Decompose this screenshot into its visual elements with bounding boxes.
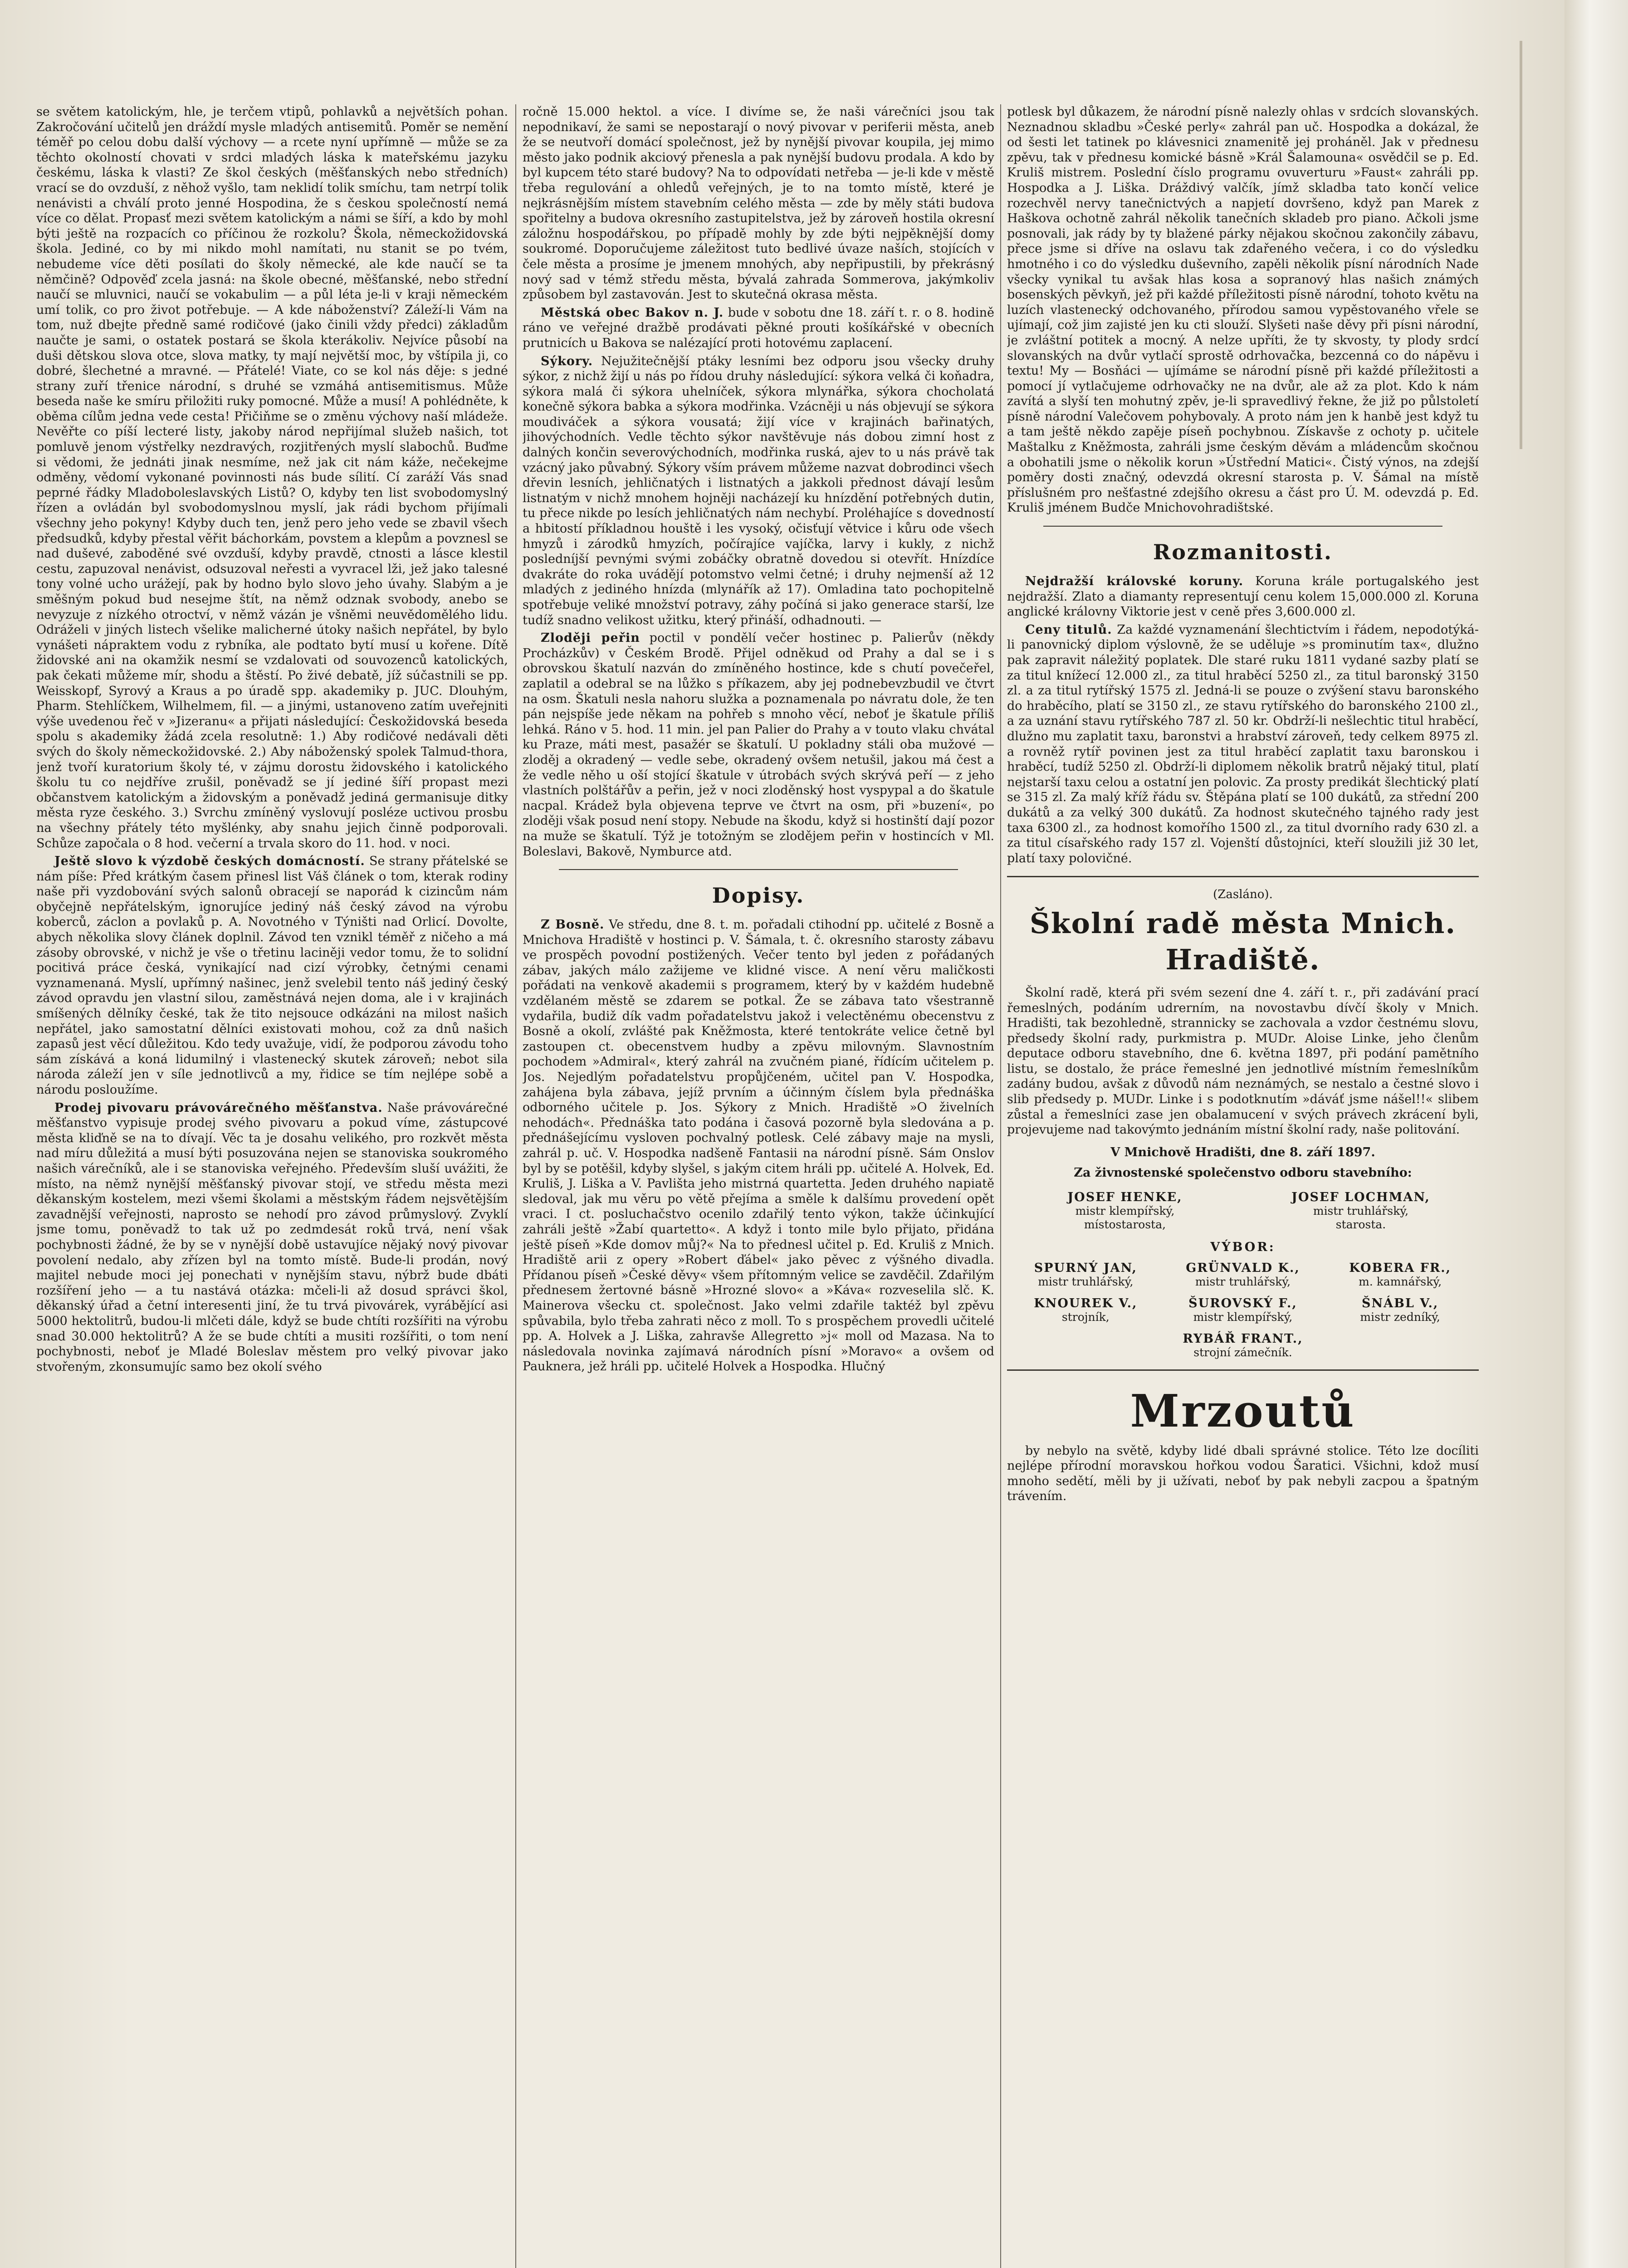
article-text: Koruna krále portugalského jest nejdražší. Zlato a diamanty representují cenu kolem 15,000.000 zl. Koruna anglické královny Viktorie jest v ceně přes 3,600.000 zl. [1007,574,1479,619]
signer [1170,1332,1315,1359]
article-lead: Z Bosně. [541,918,605,932]
page-margin-strip [1564,0,1628,2268]
article-text: Nejužitečnější ptáky lesními bez odporu jsou všecky druhy sýkor, z nichž žijí u nás po řídou druhy následující: sýkora velká či koňadra, sýkora malá či sýkora uhelníček, sýkora mlynářka, sýkora chocholatá konečně sýkora babka a sýkora modřinka. Vzácněji u nás objevují se sýkora moudiváček a sýkora vousatá; žijí více v krajinách bařinatých, jihovýchodních. Vedle těchto sýkor navštěvuje nás dobou zimní host z dalných končin severovýchodních, modřinka ruská, ajev to u nás právě tak vzácný jako půvabný. Sýkory vším právem můžeme nazvat dobrodinci všech dřevin lesních, jehličnatých i listnatých a jakkoli přednost dávají lesům listnatým v nichž mnohem hojněji nacházejí ku hnízdění potřebných dutin, tu přece nikde po lesích jehličnatých nám nechybí. Proléhajíce s dovedností a hbitostí příkladnou houště i les vysoký, očisťují větvice i kůru ode všech hmyzů i zárodků hmyzích, počírajíce vajíčka, larvy i kukly, z nichž posledníjší pevnými svými zobáčky obratně dovedou si otevřít. Hnízdíce dvakráte do roka uvádějí potomstvo velmi četné; i druhy nejmenší až 12 mladých z jediného hnízda (mlynářík až 17). Omladina tato pochopitelně spotřebuje veliké množství potravy, záhy počíná si jako generace starší, lze tudíž snadno velikost užitku, který přináší, odhadnouti. — [523,354,994,627]
signer-name: KNOUREK V., [1034,1296,1138,1310]
signer [1328,1261,1473,1289]
signer-role: strojník, [1061,1310,1110,1324]
column-1 [36,104,508,2268]
notice-text: Školní radě, která při svém sezení dne 4. září t. r., při zadávání prací řemeslných, podáním udrerním, na novostavbu dívčí školy v Mnich. Hradišti, tak bezohledně, strannicky se zachovala a vzdor čestnému slovu, předsedy školní rady, purkmistra p. MUDr. Aloise Linke, jeho členům deputace odboru stavebního, dne 6. května 1897, při podání pamětního listu, se dostalo, že práce řemeslné jen jednotlivé místním řemeslníkům zadány budou, avšak z důvodů nám neznámých, se nestalo a čestné slovo i slib předsedy p. MUDr. Linke i s podotknutím »dáváť jsme nášel!!« slibem zůstal a řemeslníci zase jen obalamucení v svých právech zkrácení byli, projevujeme nad takovýmto jednáním místní školní rady, naše politování. [1007,985,1479,1137]
article-paragraph [1007,622,1479,866]
signer-name: ŠNÁBL V., [1361,1296,1439,1310]
notice-signoff: Za živnostenské společenstvo odboru stavebního: [1074,1166,1412,1180]
signer [1170,1297,1315,1324]
article-paragraph [523,917,994,1374]
column-rule [1000,104,1001,2268]
article-paragraph [523,354,994,628]
notice-date-text: dne 8. září 1897. [1260,1145,1375,1159]
signer-role: strojní zámečník. [1193,1345,1292,1359]
article-text: Se strany přátelské se nám píše: Před krátkým časem přinesl list Váš článek o tom, kterak rodiny naše při vyzdobování svých salonů obracejí se naporád k cizincům nám obyčejně nepřátelským, ignorujíce jediný náš český závod na výrobu koberců, záclon a povlaků p. A. Novotného v Týništi nad Orlicí. Dovolte, abych několika slovy článek doplnil. Závod ten vznikl téměř z ničeho a má zásoby obrovské, v nichž je vše o třetinu laciněji vedor tomu, že to solidní pocitivá práce česká, vynikající nad cizí výrobky, četnými cenami vyznamenaná. Myslí, upřímný našinec, jenž svelebil tento náš jediný český závod opravdu jen vlastní silou, zaměstnává nejen doma, ale i v krajinách smíšených dělníky české, tak že tito nejsouce odkázáni na milost našich nepřátel, jako samostatní dělníci existovati mohou, což za dnů našich zapasů jest věcí důležitou. Kdo tedy uvažuje, vidí, že podporou závodu toho sám získává a koná lidumilný i vlastenecký skutek zároveň; nebot sila národa záleží jen v síle jednotlivců a my, řidice se tím nejlépe sobě a národu posloužíme. [36,854,508,1097]
section-heading-rozmanitosti: Rozmanitosti. [1153,540,1333,565]
article-lead: Ještě slovo k výzdobě českých domácností. [54,854,365,869]
article-text: Ve středu, dne 8. t. m. pořadali ctihodní pp. učitelé z Bosně a Mnichova Hradiště v hostinci p. V. Šámala, t. č. okresního starosty zábavu ve prospěch povodní postižených. Večer tento byl jeden z pořádaných zábav, jakých málo zažijeme ve klidné visce. A není věru maličkosti pořádati na venkově akademii s programem, který by v každém hudebně vzdělaném městě se zdarem se potkal. Že se zábava tato všestranně vydařila, budiž dík vadm pořadatelstvu jakož i velectěnému obecenstvu z Bosně a okolí, zvlášté pak Kněžmosta, které tentokráte velice četně byl zastoupen ct. obecenstvem hudby a zpěvu milovným. Slavnostním pochodem »Admiral«, který zahrál na zvučném piané, řídícím učitelem p. Jos. Nejedlým pořadatelstvu propůjčeném, učitel pan V. Hospodka, zahájena byla zábava, jejíž prvním a účinným číslem byla přednáška odborného učitele p. Jos. Sýkory z Mnich. Hradiště »O živelních nehodách«. Přednáška tato podána i časová pozorně byla sledována a p. přednášejícímu vysloven pochvalný potlesk. Celé zábavy maje na mysli, zahrál p. uč. V. Hospodka nadšeně Fantasii na národní písně. Sám Onslov byl by se potěšil, kdyby slyšel, s jakým citem hráli pp. učitelé A. Holvek, Ed. Kruliš, J. Liška a V. Pavlišta jeho mistrná quartetta. Jeden druhého napiatě sledoval, jak mu věru po větě přejíma a směle k dalšímu provedení opět vraci. I ct. posluchačstvo ocenilo zdařilý tento výkon, takže účinkující zahráli ještě »Žabí quartetto«. A když i tonto mile bylo přijato, přidána ještě píseň »Kde domov můj?« Na to přednesl učitel p. Ed. Kruliš z Mnich. Hradiště arii z opery »Robert ďábel« jako pěvec z výšného divadla. Přídanou píseň »České děvy« všem přítomným velice se zavděčil. Zdařilým přednesem žertovné básně »Hrozné slovo« a »Káva« rozveselila slč. K. Mainerova všecku ct. společnost. Jako velmi zdařile taktéž byl zpěvu spůvabila, bylo třeba zahrati něco z moll. To s prospěchem provedli učitelé pp. A. Holvek a J. Liška, zahravše Allegretto »j« moll od Mazasa. Na to následovala novinka zajímavá národních písní »Moravo« a ovšem od Pauknera, jež hráli pp. učitelé Holvek a Hospodka. Hlučný [523,918,994,1374]
article-text: se světem katolickým, hle, je terčem vtipů, pohlavků a největších pohan. Zakročování učitelů jen dráždí mysle mladých antisemitů. Poměr se nemění téměř po celou dobu další výchovy — a rcete nyní upřímně — může se za těchto okolností chovati v srdci mladých láska k mateřskému jazyku českému, láska k vlasti? Ze škol českých (měšťanských nebo středních) vrací se do ovzduší, z něhož vyšlo, tam neklidí tolik smíchu, tam netrpí tolik nenávisti a chválí proto jenné Hospodina, že s českou společností nemá více co dělat. Propasť mezi světem katolickým a námi se šíří, a kdo by mohl býti ještě na rozpacích co příčinou že rozkolu? Škola, německožidovská škola. Jediné, co by mi nikdo mohl namítati, nu stanit se po tvém, nebudeme více děti posílati do školy německé, ale kde naučí se ta němčině? Odpověď zcela jasná: na škole obecné, měšťanské, nebo střední naučí se mluvnici, naučí se vokabulim — a půl léta je-li v kraji německém umí tolik, co pro život potřebuje. — A kde náboženství? Záleží-li Vám na tom, nuž dbejte předně samé rodičové (jako činili vždy předci) základům naučte je sami, o ostatek postará se škola kterákoliv. Nejvíce působí na duši dětskou slova otce, slova matky, ty mají největší moc, by vštípila ji, co dobré, šlechetné a mravné. — Přátelé! Viate, co se kol nás děje: s jedné strany zuří třenice národní, s druhé se vzmáhá antisemitismus. Může beseda naše ke smíru přiložiti ruky pomocné. Může a musí! A pohlédněte, k oběma cílům jedna vede cesta! Přičiňme se o změnu výchovy naší mládeže. Nevěřte co píší lecteré listy, jakoby národ nepřijímal služeb našich, tot pomluvě jenom výstřelky nezdravých, rozjitřených myslí slabochů. Buďme si vědomi, že jednáti jinak nesmíme, než jak cit nám káže, nečekejme odměny, vědomí vykonané povinnosti nás bude sílití. Cí zaráží Vás snad peprné řádky Mladoboleslavských Listů? O, kdyby ten list svobodomyslný řízen a ovládán byl svobodomyslnou myslí, jak rádi bychom přijímali všechny jeho pokyny! Kdyby duch ten, jenž pero jeho vede se zbavil všech předsudků, kdyby přestal věřit báchorkám, povstem a klepům a povznesl se nad duševé, zaboděné své ovzduší, kdyby pravdě, ctnosti a lásce klestil cestu, zapuzoval nenávist, odsuzoval neřesti a vyvracel lži, jež jako talesné tony volné ucho urážejí, pak by hodno bylo slovo jeho úvahy. Slabým a je směšným pokud bud nesejme štít, na němž odznak svobody, anebo se nevyzuje z nízkého otroctví, v němž vázán je všněmi neuvědomělého lidu. Odráželi v jiných listech všelike malicherné útoky našich nepřátel, by bylo vynášeti nápraktem vodu z rybníka, ale podtato bytí musí u kořene. Dítě židovské ani na okamžik nesmí se vzdalovati od souvozenců katolických, pak čekati můžeme mír, shodu a štěstí. Po živé debatě, jíž súčastnili se pp. Weisskopf, Syrový a Kraus a po úradě spp. akademiky p. JUC. Dlouhým, Pharm. Stehlíčkem, Wilhelmem, fil. — a jinými, ustanoveno zatím uveřejniti výše uvedenou řeč v »Jizeranu« a přijati následující: Českožidovská beseda spolu s akademiky žádá zcela resolutně: 1.) Aby rodičové nedávali děti svých do školy německožidovské. 2.) Aby náboženský spolek Talmud-thora, jenž tvoří kuratorium školy té, v zájmu dorostu židovského i katolického školu tu co nejdříve zrušil, poněvadž se jí jediné šíří propast mezi občanstvem katolickým a židovským a poněvadž jediná germanisuje ditky města ryze českého. 3.) Svrchu zmíněný vyslovují posléze uctivou prosbu na všechny přátely této myšlénky, aby snahu jejich činně podporovali. Schůze započala o 8 hod. večerní a trvala skoro do 11. hod. v noci. [36,105,508,850]
committee-label: VÝBOR: [1210,1240,1276,1255]
article-text: Za každé vyznamenání šlechtictvím i řádem, nepodotýká-li panovnický diplom výslovně, že se uděluje »s prominutím tax«, dlužno pak zapravit náležitý poplatek. Dle staré ruku 1811 vydané sazby platí se za titul knížecí 12.000 zl., za titul hraběcí 5250 zl., za titul baronský 3150 zl. a za titul rytířský 1575 zl. Jedná-li se pouze o zvýšení stavu baronského do hraběcího, platí se 3150 zl., ze stavu rytířského do baronského 2100 zl., a za uznání stavu rytířského 787 zl. 50 kr. Obdrží-li nešlechtic titul hraběcí, dlužno mu zaplatit taxu, baronstvi a hrabství zároveň, tedy celkem 8975 zl. a rovněž rytíř povinen jest za titul hraběcí zaplatit taxu baronskou i hraběcí, tudíž 5250 zl. Obdrží-li diplomem několik bratrů nějaký titul, platí nejstarší taxu celou a ostatní jen polovic. Za prosty predikát šlechtický platí se 315 zl. Za malý kříž řádu sv. Štěpána platí se 100 dukátů, za střední 200 dukátů a za velký 300 dukátů. Za hodnost skutečného tajného rady jest taxa 6300 zl., za hodnost komořího 1500 zl., za titul dvorního rady 630 zl. a za titul císařského rady 157 zl. Vojenští důstojníci, kteří sloužili již 30 let, platí taxy polovičné. [1007,622,1479,865]
signer-name: KOBERA FR., [1349,1261,1452,1275]
notice-date [1007,1145,1479,1160]
column-rule [515,104,516,2268]
article-lead: Ceny titulů. [1025,622,1112,637]
article-paragraph [523,305,994,351]
signer-name: GRÜNVALD K., [1186,1261,1300,1275]
signer-name: SPURNÝ JAN, [1034,1261,1137,1275]
article-text: bude v sobotu dne 18. září t. r. o 8. hodině ráno ve veřejné dražbě prodávati pěkné prouti košíkářské v obecních prutnicích u Bakova se nalézající proti hotovému zaplacení. [523,305,994,350]
section-heading-dopisy: Dopisy. [712,883,805,908]
signer-name: JOSEF LOCHMAN, [1291,1190,1430,1205]
advert-text: by nebylo na světě, kdyby lidé dbali správné stolice. Této lze docíliti nejlépe přírodní moravskou hořkou vodou Šaratici. Všichni, kdož musí mnoho sedětí, měli by ji užívati, neboť by pak nebyli zacpou a špatným trávením. [1007,1443,1479,1504]
signer [1170,1261,1315,1289]
signer-role: mistr truhlářský, [1038,1275,1134,1288]
signer [1013,1297,1158,1324]
signers-top [1007,1191,1479,1232]
signer-role: mistr klempířský, [1193,1310,1293,1324]
article-paragraph [523,631,994,859]
article-paragraph [36,1100,508,1375]
article-paragraph [1007,574,1479,620]
signer-role: mistr zedníký, [1360,1310,1440,1324]
signer-role: mistr truhlářský, [1195,1275,1291,1288]
column-3 [1007,104,1479,2268]
signer [1052,1191,1198,1232]
column-2 [523,104,994,2268]
notice-heading: Školní radě města Mnich. Hradiště. [1029,906,1457,976]
section-divider [1043,526,1442,527]
signer-role: starosta. [1335,1218,1386,1232]
notice-place: V Mnichově Hradišti, [1110,1145,1256,1159]
advert-heading: Mrzoutů [1130,1385,1356,1437]
article-lead: Nejdražší královské koruny. [1025,574,1244,589]
signer-name: JOSEF HENKE, [1067,1190,1183,1205]
section-divider [559,869,958,870]
signer-role: m. kamnářský, [1359,1275,1442,1288]
signer [1288,1191,1433,1232]
zaslano-tag: (Zasláno). [1213,888,1273,902]
signers-row [1007,1332,1479,1359]
signer-name: RYBÁŘ FRANT., [1183,1331,1303,1346]
article-paragraph [36,854,508,1098]
signer-role: mistr truhlářský, [1313,1204,1409,1218]
signer [1328,1297,1473,1324]
article-text: poctil v pondělí večer hostinec p. Palierův (někdy Procházkův) v Českém Brodě. Přijel odněkud od Prahy a dal se i s obrovskou škatulí nazván do zmíněného hostince, kde s chutí povečeřel, zaplatil a odebral se na lůžko s příkazem, aby jej podnebevzbudil ve čtvrt na osm. Škatuli nesla nahoru služka a poznamenala po návratu dole, že ten pán nejspíše jede někam na pohřeb s mnoho věcí, neboť je škatule příliš lehká. Ráno v 5. hod. 11 min. jel pan Palier do Prahy a v touto vlaku chvátal ku Praze, máti mest, pasažér se škatulí. U pokladny stáli oba mužové — zloděj a okradený — vedle sebe, okradený ovšem netušil, jakou má čest a že vedle něho u oší stojící škatule v útrobách svých skrývá peří — z jeho vlastních polštářův a peřin, jež v noci zloděnský host vyspypal a do škatule nacpal. Krádež byla objevena teprve ve čtvrt na osm, při »buzení«, po zloději však posud není stopy. Nebude na škodu, když si hostinští dají pozor na muže se škatulí. Týž je totožným se zlodějem peřin v hostincích v Ml. Boleslavi, Bakově, Nymburce atd. [523,631,994,859]
article-lead: Městská obec Bakov n. J. [541,305,724,320]
signers-row [1007,1261,1479,1289]
article-text: Naše právovárečné měšťanstvo vypisuje prodej svého pivovaru a pokud víme, zástupcové města kliďně se na to dívají. Věc ta je dosahu velikého, pro rozkvět města nad míru důležitá a musí býti posuzována nejen se stanoviska soukromého našich várečníků, ale i se stanoviska veřejného. Především sluší uvážiti, že místo, na němž nynější měšťanský pivovar stojí, ve středu města mezi děkanským kostelem, mezi všemi školami a městským řádem nejsvětějším zavadnější veřejnosti, naprosto se nehodí pro závod průmyslový. Zvyklí jsme tomu, poněvadž to tak už po zedmdesát roků trvá, není však pochybnosti žádné, že by se v nynější době ustavujíce nějaký nový pivovar povolení nedalo, aby zřízen byl na tomto místě. Bude-li prodán, nový majitel nebude moci jej ponechati v nynějším stavu, nýbrž bude dbáti rozšíření jeho — a tu nastává otázka: mčeli-li až dosud správci škol, děkanský úřad a četní interesenti jiní, že tu trvá pivovárek, vyrábějící asi 5000 hektolitrů, budou-li mlčeti dále, když se bude chtíti rozšířiti na výrobu snad 30.000 hektolitrů? A že se bude chtíti a musiti rozšířiti, o tom není pochybnosti, neboť je Mladé Boleslav městem pro velký pivovar jako stvořeným, zkonsumujíc samo bez okolí svého [36,1100,508,1374]
article-lead: Zloději peřin [541,631,640,645]
signers-row [1007,1297,1479,1324]
article-lead: Prodej pivovaru právovárečného měšťanstva. [54,1100,383,1115]
article-text: ročně 15.000 hektol. a více. I divíme se, že naši várečníci jsou tak nepodnikaví, že sami se nepostarají o nový pivovar v periferii města, aneb že se neutvoří domácí společnost, jež by nynější pivovar koupila, jej mimo město jako podnik akciový přenesla a pak nynější budovu prodala. A kdo by byl kupcem této staré budovy? Na to odpovídati netřeba — je-li kde v městě třeba regulování a ohledů veřejných, je to na tomto místě, které je nejkrásnějším místem stavebním celého města — zde by měly státi budova spořitelny a budova okresního zastupitelstva, jež by zároveň hostila okresní záložnu hospodářskou, po případě mohly by zde býti nejpěknější domy soukromé. Doporučujeme záležitost tuto bedlivé úvaze naších, stojících v čele města a prosíme je jmenem mnohých, aby nepřipustili, by překrásný nový sad v témž středu města, bývalá zahrada Sommerova, jakýmkoliv způsobem byl zastavován. Jest to skutečná okrasa města. [523,105,994,302]
section-divider [1007,1369,1479,1371]
signer [1013,1261,1158,1289]
section-divider [1007,876,1479,877]
signer-role: místostarosta, [1084,1218,1166,1232]
signer-name: ŠUROVSKÝ F., [1188,1296,1297,1310]
margin-mark [1520,41,1522,449]
signer-role: mistr klempířský, [1075,1204,1175,1218]
article-lead: Sýkory. [541,354,593,368]
article-text: potlesk byl důkazem, že národní písně nalezly ohlas v srdcích slovanských. Neznadnou skladbu »České perly« zahrál pan uč. Hospodka a dokázal, že od šesti let tatinek po klávesnici znamenitě jej proháněl. Jak v přednesu zpěvu, tak v přednesu komické básně »Král Šalamouna« osvědčil se p. Ed. Kruliš mistrem. Poslední číslo programu ovuverturu »Faust« zahráli pp. Hospodka a J. Liška. Dráždivý valčík, jímž skladba tato končí velice rozechvěl nervy tanečnictvých a napjetí dovršeno, když pan Marek z Haškova ochotně zahrál několik tanečních skladeb pro piano. Ačkoli jsme posnovali, jak rády by ty blažené párky nějakou skočnou zakončily zábavu, přece jsme si dříve na oslavu tak zdařeného večera, i co do výsledku hmotného i co do výsledku duševního, zapěli několik písní národních Nade všecky vynikal tu avšak hlas kosa a sopranový hlas našich známých bosenských pěvkyň, jež při každé příležitosti písně národní, tohoto květu na luzích vlastenecký odchovaného, přírodou samou vypěstovaného vřele se ujímají, což jim zajisté jen ku cti slouží. Slyšeti naše děvy při písni národní, je zvláštní potitek a mocný. A nelze upříti, že ty skvosty, ty plody srdcí slovanských na dvůr vytlačí sprostě odrhovačka, bezcenná co do nápěvu i textu! My — Bosňáci — ujímáme se národní písně při každé příležitosti a pomocí jí vytlačujeme odrhovačky ne na dvůr, ale až za plot. Kdo k nám zavítá a slyší ten mohutný zpěv, je-li spravedlivý řekne, že již po půlstoletí písně národní Valečovem pohybovaly. A proto nám jen k hanbě jest když tu a tam ještě někdo zapěje píseň pochybnou. Získavše z ochoty p. učitele Maštalku z Kněžmosta, zahráli jsme českým děvám a mládencům skočnou a obohatili jsme o několik korun »Ústřední Matici«. Čistý výnos, na zdejší poměry dosti značný, odevzdá okresní starosta p. V. Šámal na místě příslušném pro nešťastné zdejšího okresu a část pro Ú. M. odevzdá p. Ed. Kruliš jménem Budče Mnichovohradištské. [1007,105,1479,515]
